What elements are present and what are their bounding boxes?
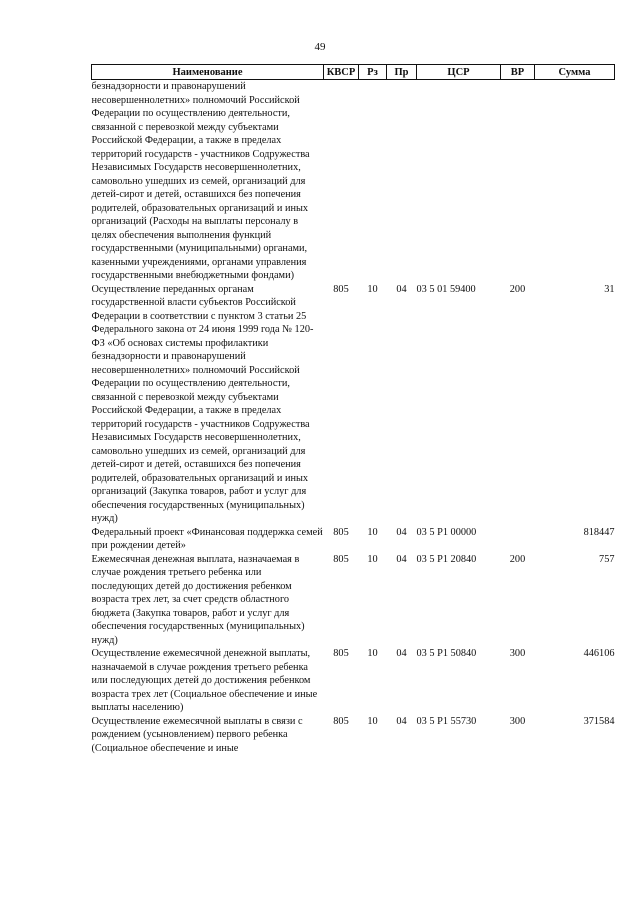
- cell-rz: 10: [367, 715, 378, 727]
- cell-name: Федеральный проект «Финансовая поддержка семей при рождении детей»: [91, 526, 323, 551]
- col-header-vr: ВР: [501, 65, 535, 80]
- table-row: [92, 283, 615, 526]
- cell-vr: 200: [509, 553, 526, 565]
- cell-kvsr: [324, 80, 359, 283]
- cell-kvsr: 805: [333, 648, 349, 659]
- cell-sum: 446106: [583, 648, 615, 659]
- cell-kvsr: 805: [333, 526, 349, 538]
- cell-csr: 03 5 P1 00000: [416, 526, 477, 538]
- cell-kvsr: 805: [333, 553, 349, 565]
- table-row: [92, 526, 615, 553]
- col-header-rz: Рз: [359, 65, 387, 80]
- cell-vr: 300: [509, 648, 526, 659]
- cell-sum: 818447: [583, 526, 615, 538]
- cell-name: Осуществление переданных органам государственной власти субъектов Российской Федерации в соответствии с пунктом 3 статьи 25 Федерального закона от 24 июня 1999 года № 120-ФЗ «Об основах системы профилактики безнадзорности и правонарушений несовершеннолетних» полномочий Российской Федерации по осуществлению деятельности, связанной с перевозкой между субъектами Российской Федерации, а также в пределах территорий государств - участников Содружества Независимых Государств несовершеннолетних, самовольно ушедших из семей, организаций для детей-сирот и детей, оставшихся без попечения родителей, образовательных организаций и иных организаций (Закупка товаров, работ и услуг для обеспечения государственных (муниципальных) нужд): [91, 283, 314, 524]
- cell-pr: 04: [396, 283, 407, 295]
- cell-csr: 03 5 P1 50840: [416, 648, 477, 659]
- cell-pr: 04: [396, 553, 407, 565]
- table-header-row: [92, 65, 615, 80]
- page-number: 49: [314, 41, 326, 53]
- table-row: [92, 715, 615, 756]
- cell-pr: 04: [396, 526, 407, 538]
- cell-vr: 200: [509, 283, 526, 295]
- cell-vr: 300: [509, 715, 526, 727]
- table-row: [92, 553, 615, 648]
- col-header-name: Наименование: [92, 65, 324, 80]
- cell-csr: 03 5 P1 20840: [416, 553, 477, 565]
- cell-rz: [359, 80, 387, 283]
- cell-csr: [417, 80, 501, 283]
- col-header-kvsr: КВСР: [324, 65, 359, 80]
- cell-vr: [501, 80, 535, 283]
- cell-pr: 04: [396, 648, 407, 659]
- cell-name: Ежемесячная денежная выплата, назначаемая в случае рождения третьего ребенка или последующих детей до достижения ребенком возраста трех лет, за счет средств областного бюджета (Закупка товаров, работ и услуг для обеспечения государственных (муниципальных) нужд): [91, 553, 305, 646]
- cell-rz: 10: [367, 553, 378, 565]
- col-header-pr: Пр: [387, 65, 417, 80]
- cell-name: Осуществление ежемесячной денежной выплаты, назначаемой в случае рождения третьего ребенка или последующих детей до достижения ребенком возраста трех лет (Социальное обеспечение и иные выплаты населению): [91, 648, 318, 713]
- col-header-sum: Сумма: [535, 65, 615, 80]
- col-header-csr: ЦСР: [417, 65, 501, 80]
- cell-sum: 757: [599, 553, 615, 565]
- cell-sum: [535, 80, 615, 283]
- cell-pr: [387, 80, 417, 283]
- cell-name: Осуществление ежемесячной выплаты в связи с рождением (усыновлением) первого ребенка (Социальное обеспечение и иные: [91, 715, 303, 754]
- table-row: [92, 80, 615, 283]
- table-row: [92, 647, 615, 715]
- cell-rz: 10: [367, 526, 378, 538]
- cell-csr: 03 5 01 59400: [416, 283, 476, 295]
- cell-name: безнадзорности и правонарушений несовершеннолетних» полномочий Российской Федерации по осуществлению деятельности, связанной с перевозкой между субъектами Российской Федерации, а также в пределах территорий государств - участников Содружества Независимых Государств несовершеннолетних, самовольно ушедших из семей, организаций для детей-сирот и детей, оставшихся без попечения родителей, образовательных организаций и иных организаций (Расходы на выплаты персоналу в целях обеспечения выполнения функций государственными (муниципальными) органами, казенными учреждениями, органами управления государственными внебюджетными фондами): [91, 81, 310, 281]
- cell-kvsr: 805: [333, 715, 349, 727]
- cell-kvsr: 805: [333, 283, 349, 295]
- cell-sum: 371584: [583, 715, 615, 727]
- budget-table: [91, 64, 615, 755]
- cell-pr: 04: [396, 715, 407, 727]
- cell-rz: 10: [367, 648, 378, 659]
- cell-sum: 31: [604, 283, 615, 295]
- cell-rz: 10: [367, 283, 378, 295]
- cell-vr: [501, 526, 535, 553]
- cell-csr: 03 5 P1 55730: [416, 715, 477, 727]
